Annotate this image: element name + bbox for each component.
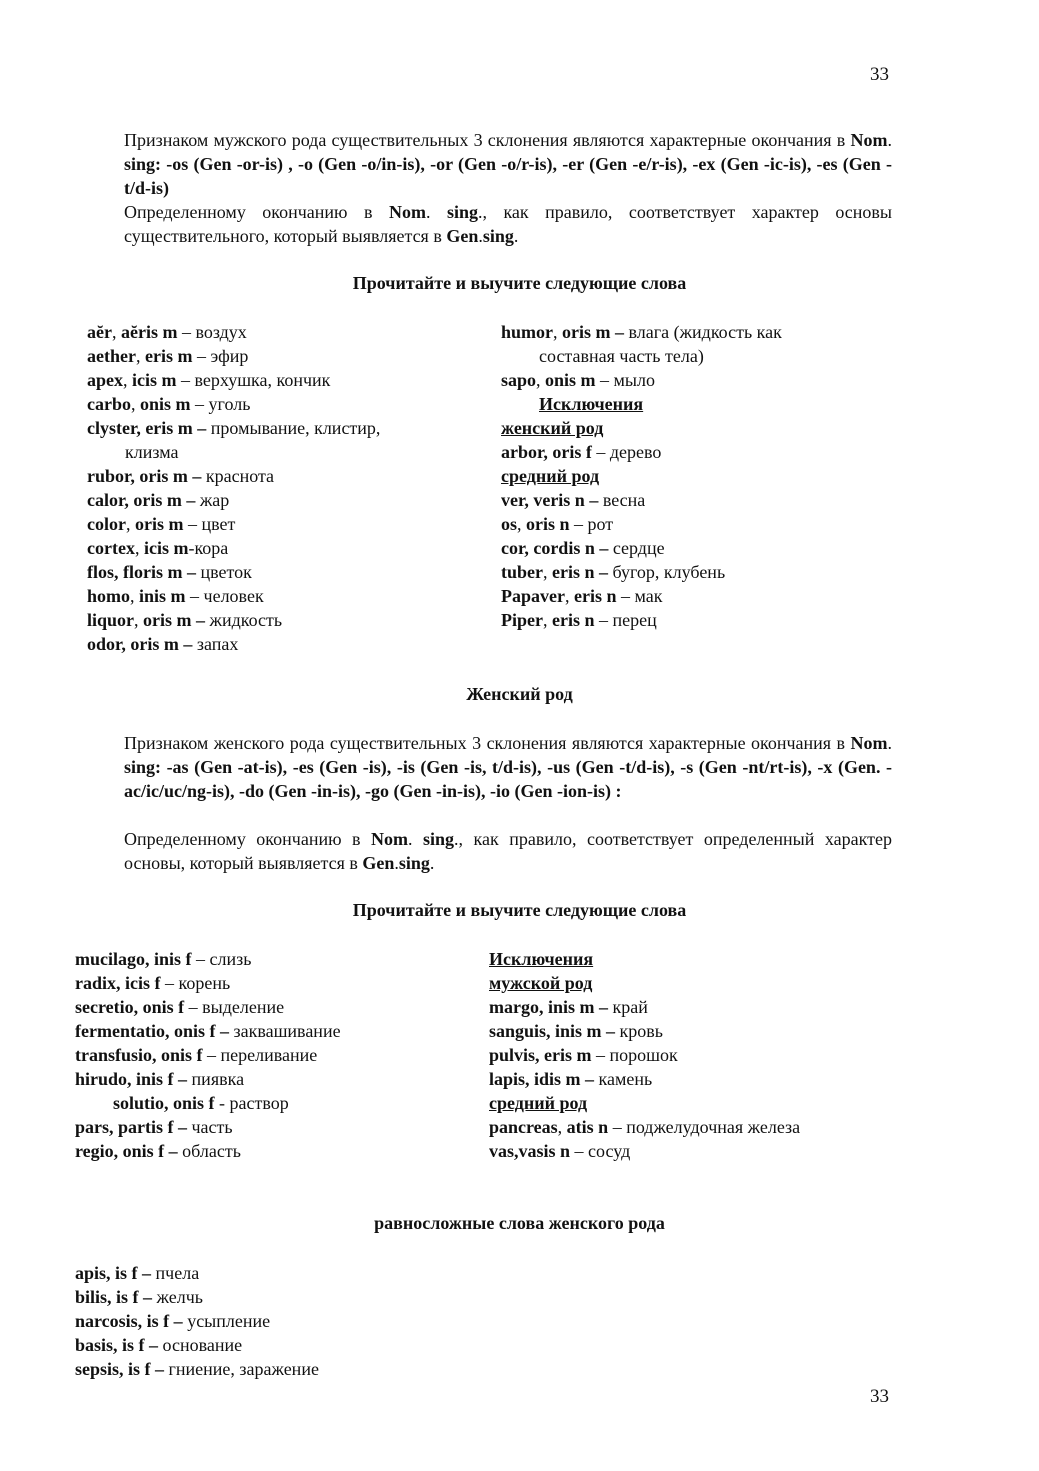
bold-term: sing: -os (Gen -or-is) , -o (Gen -o/in-is), -or (Gen -o/r-is), -er (Gen -e/r-is), -ex (Gen -ic-is), -es (Gen -t/d-is) [124, 154, 892, 198]
bold-term: flos, floris m – [87, 562, 196, 582]
heading-learn-words-2: Прочитайте и выучите следующие слова [352, 900, 687, 920]
text-run: , [123, 370, 132, 390]
bold-term: fermentatio, onis f – [75, 1021, 229, 1041]
word-entry [75, 1357, 575, 1381]
text-run: , [543, 562, 552, 582]
bold-term: odor, oris m – [87, 634, 193, 654]
word-entry [87, 608, 487, 632]
word-entry [489, 1139, 909, 1163]
bold-term: oris m [134, 514, 184, 534]
text-run: , [111, 322, 121, 342]
bold-term: apis, is f – [75, 1263, 152, 1283]
masc-intro-p2 [124, 200, 892, 248]
text-run: . [887, 130, 892, 150]
word-entry [489, 947, 909, 971]
bold-term: lapis, idis m – [489, 1069, 595, 1089]
bold-term: sing [446, 202, 478, 222]
text-run: . [513, 226, 519, 246]
text-run: , [543, 610, 552, 630]
text-run: – выделение [184, 997, 285, 1017]
bold-term: radix, icis f [75, 973, 161, 993]
text-run: Признаком мужского рода существительных 3 склонения являются характерные окончания в [124, 130, 851, 150]
bold-term: sing: -as (Gen -at-is), -es (Gen -is), -is (Gen -is, t/d-is), -us (Gen -t/d-is), -s (Gen -nt/rt-is), -x (Gen. -ac/ic/uc/ng-is), -do (Gen -in-is), -go (Gen -in-is), -io (Gen -ion-is) : [124, 757, 892, 801]
bold-term: icis m [132, 370, 177, 390]
word-entry [75, 1139, 475, 1163]
word-entry [87, 536, 487, 560]
text-run: сердце [608, 538, 665, 558]
bold-term: carbo [87, 394, 131, 414]
text-run: – корень [160, 973, 231, 993]
word-entry [489, 1043, 909, 1067]
text-run: часть [187, 1117, 233, 1137]
bold-term: Nom [371, 829, 409, 849]
fem-intro-p1 [124, 731, 892, 803]
text-run: пиявка [187, 1069, 245, 1089]
text-run: . [425, 202, 447, 222]
bold-term: oris m – [143, 610, 206, 630]
bold-term: onis m [140, 394, 191, 414]
bold-term: hirudo, inis f – [75, 1069, 188, 1089]
text-run: – уголь [190, 394, 251, 414]
bold-term: Gen [446, 226, 479, 246]
text-run: желчь [152, 1287, 203, 1307]
word-entry [87, 464, 487, 488]
word-entry [501, 512, 921, 536]
text-run: – воздух [177, 322, 247, 342]
text-run: . [408, 829, 424, 849]
bold-term: sepsis, is f – [75, 1359, 165, 1379]
bold-term: eris n [552, 610, 595, 630]
bold-term: Nom [850, 130, 888, 150]
masc-words-right [501, 320, 921, 632]
bold-term: sing [482, 226, 514, 246]
text-run: , [517, 514, 527, 534]
text-run: – переливание [202, 1045, 318, 1065]
bold-term: onis m [545, 370, 596, 390]
masc-intro-p1 [124, 128, 892, 200]
text-run: – верхушка, кончик [176, 370, 331, 390]
word-entry [489, 1091, 909, 1115]
word-entry [87, 368, 487, 392]
text-run: цветок [195, 562, 252, 582]
text-run: , [130, 586, 140, 606]
text-run: , [131, 394, 140, 414]
text-run: кровь [615, 1021, 663, 1041]
word-entry [501, 368, 921, 392]
parisyllabic-words [75, 1261, 575, 1381]
bold-term: vas,vasis n [489, 1141, 571, 1161]
underlined-subheading: женский род [501, 418, 604, 438]
text-run: - раствор [214, 1093, 289, 1113]
word-entry [87, 632, 487, 656]
bold-term: sanguis, inis m – [489, 1021, 616, 1041]
text-run: ., как правило, соответствует характер основы существительного, который выявляется в [124, 202, 893, 246]
text-run: основание [158, 1335, 243, 1355]
bold-term: arbor, oris f [501, 442, 592, 462]
text-run: – цвет [183, 514, 236, 534]
bold-term: aĕris m [120, 322, 178, 342]
bold-term: Gen [362, 853, 395, 873]
word-entry [501, 560, 921, 584]
bold-term: sing [398, 853, 430, 873]
word-entry [87, 512, 487, 536]
fem-words-left [75, 947, 475, 1163]
text-run: весна [598, 490, 646, 510]
word-entry [489, 995, 909, 1019]
bold-term: solutio, onis f [113, 1093, 215, 1113]
text-run: . [887, 733, 892, 753]
text-run: край [608, 997, 648, 1017]
bold-term: atis n [566, 1117, 609, 1137]
underlined-subheading: средний род [489, 1093, 588, 1113]
bold-term: tuber [501, 562, 543, 582]
text-run: ., как правило, соответствует определенный характер основы, который выявляется в [124, 829, 892, 873]
text-run: , [134, 610, 144, 630]
bold-term: eris m [144, 346, 193, 366]
text-run: гниение, заражение [164, 1359, 319, 1379]
word-entry [75, 1285, 575, 1309]
page-number-bottom: 33 [870, 1386, 889, 1407]
bold-term: apex [87, 370, 123, 390]
word-entry [75, 1115, 475, 1139]
text-run: краснота [201, 466, 275, 486]
page-number-top: 33 [870, 64, 889, 85]
bold-term: Papaver [501, 586, 565, 606]
word-entry [501, 440, 921, 464]
word-entry [501, 416, 921, 440]
text-run: , [125, 514, 135, 534]
text-run: – эфир [192, 346, 249, 366]
bold-term: clyster, eris m – [87, 418, 207, 438]
bold-term: Nom [388, 202, 426, 222]
fem-intro-p2 [124, 827, 892, 875]
bold-term: eris n – [552, 562, 608, 582]
word-entry [501, 344, 921, 368]
text-run: – слизь [191, 949, 252, 969]
text-run: область [177, 1141, 241, 1161]
bold-term: color [87, 514, 126, 534]
bold-term: transfusio, onis f [75, 1045, 203, 1065]
bold-term: pancreas [489, 1117, 558, 1137]
bold-term: inis m [139, 586, 186, 606]
text-run: жидкость [205, 610, 283, 630]
bold-term: humor [501, 322, 554, 342]
word-entry [87, 440, 487, 464]
bold-term: aĕr [87, 322, 112, 342]
word-entry [75, 1019, 475, 1043]
word-entry [489, 1115, 909, 1139]
word-entry [489, 971, 909, 995]
bold-term: regio, onis f – [75, 1141, 178, 1161]
text-run: , [564, 586, 574, 606]
text-run: , [134, 538, 144, 558]
text-run: – человек [185, 586, 264, 606]
word-entry [501, 464, 921, 488]
word-entry [87, 560, 487, 584]
text-run: Определенному окончанию в [124, 829, 372, 849]
text-run: , [536, 370, 546, 390]
word-entry [87, 320, 487, 344]
bold-term: os [501, 514, 518, 534]
bold-term: ver, veris n – [501, 490, 599, 510]
heading-parisyllabic: равносложные слова женского рода [374, 1213, 665, 1233]
text-run: , [135, 346, 145, 366]
word-entry [87, 344, 487, 368]
bold-term: Piper [501, 610, 543, 630]
text-run: камень [594, 1069, 653, 1089]
word-entry [489, 1067, 909, 1091]
text-run: Признаком женского рода существительных 3 склонения являются характерные окончания в [124, 733, 851, 753]
bold-term: sapo [501, 370, 537, 390]
bold-term: pars, partis f – [75, 1117, 187, 1137]
bold-term: oris m – [562, 322, 625, 342]
bold-term: secretio, onis f [75, 997, 185, 1017]
text-run: Определенному окончанию в [124, 202, 389, 222]
word-entry [75, 947, 475, 971]
bold-term: bilis, is f – [75, 1287, 153, 1307]
text-run: – мак [616, 586, 663, 606]
word-entry [75, 1043, 475, 1067]
underlined-subheading: средний род [501, 466, 600, 486]
text-run: – перец [594, 610, 657, 630]
word-entry [501, 608, 921, 632]
word-entry [501, 392, 921, 416]
word-entry [489, 1019, 909, 1043]
bold-term: calor, oris m – [87, 490, 196, 510]
text-run: – сосуд [570, 1141, 631, 1161]
word-entry [75, 1309, 575, 1333]
text-run: . [429, 853, 435, 873]
word-entry [75, 1333, 575, 1357]
word-entry [87, 488, 487, 512]
underlined-subheading: мужской род [489, 973, 593, 993]
text-run: , [557, 1117, 567, 1137]
word-entry [87, 392, 487, 416]
word-entry [501, 320, 921, 344]
text-run: . [478, 226, 483, 246]
text-run: промывание, клистир, [206, 418, 381, 438]
text-run: – мыло [595, 370, 655, 390]
text-run: клизма [125, 442, 179, 462]
text-run: составная часть тела) [539, 346, 704, 366]
text-run: запах [192, 634, 239, 654]
bold-term: cortex [87, 538, 135, 558]
word-entry [87, 584, 487, 608]
bold-term: margo, inis m – [489, 997, 608, 1017]
text-run: , [553, 322, 563, 342]
bold-term: Nom [850, 733, 888, 753]
bold-term: liquor [87, 610, 135, 630]
text-run: – порошок [591, 1045, 678, 1065]
heading-learn-words-1: Прочитайте и выучите следующие слова [352, 273, 687, 293]
text-run: . [394, 853, 399, 873]
text-run: -кора [188, 538, 229, 558]
text-run: влага (жидкость как [624, 322, 782, 342]
bold-term: eris n [573, 586, 617, 606]
bold-term: icis m [143, 538, 189, 558]
masc-words-left [87, 320, 487, 656]
text-run: – поджелудочная железа [608, 1117, 801, 1137]
text-run: – рот [569, 514, 614, 534]
bold-term: cor, cordis n – [501, 538, 609, 558]
word-entry [75, 1261, 575, 1285]
heading-feminine: Женский род [466, 684, 573, 704]
word-entry [75, 1091, 475, 1115]
text-run: жар [195, 490, 230, 510]
word-entry [75, 971, 475, 995]
bold-term: basis, is f – [75, 1335, 159, 1355]
text-run: – дерево [591, 442, 662, 462]
text-run: бугор, клубень [608, 562, 726, 582]
fem-words-right [489, 947, 909, 1163]
bold-term: sing [423, 829, 455, 849]
bold-term: pulvis, eris m [489, 1045, 592, 1065]
text-run: заквашивание [228, 1021, 341, 1041]
bold-term: rubor, oris m – [87, 466, 202, 486]
bold-term: homo [87, 586, 131, 606]
word-entry [87, 416, 487, 440]
word-entry [501, 488, 921, 512]
underlined-subheading: Исключения [539, 394, 644, 414]
text-run: пчела [151, 1263, 200, 1283]
word-entry [501, 536, 921, 560]
underlined-subheading: Исключения [489, 949, 594, 969]
text-run: усыпление [182, 1311, 271, 1331]
bold-term: aether [87, 346, 136, 366]
bold-term: oris n [526, 514, 570, 534]
bold-term: mucilago, inis f [75, 949, 192, 969]
word-entry [75, 1067, 475, 1091]
bold-term: narcosis, is f – [75, 1311, 183, 1331]
word-entry [75, 995, 475, 1019]
word-entry [501, 584, 921, 608]
